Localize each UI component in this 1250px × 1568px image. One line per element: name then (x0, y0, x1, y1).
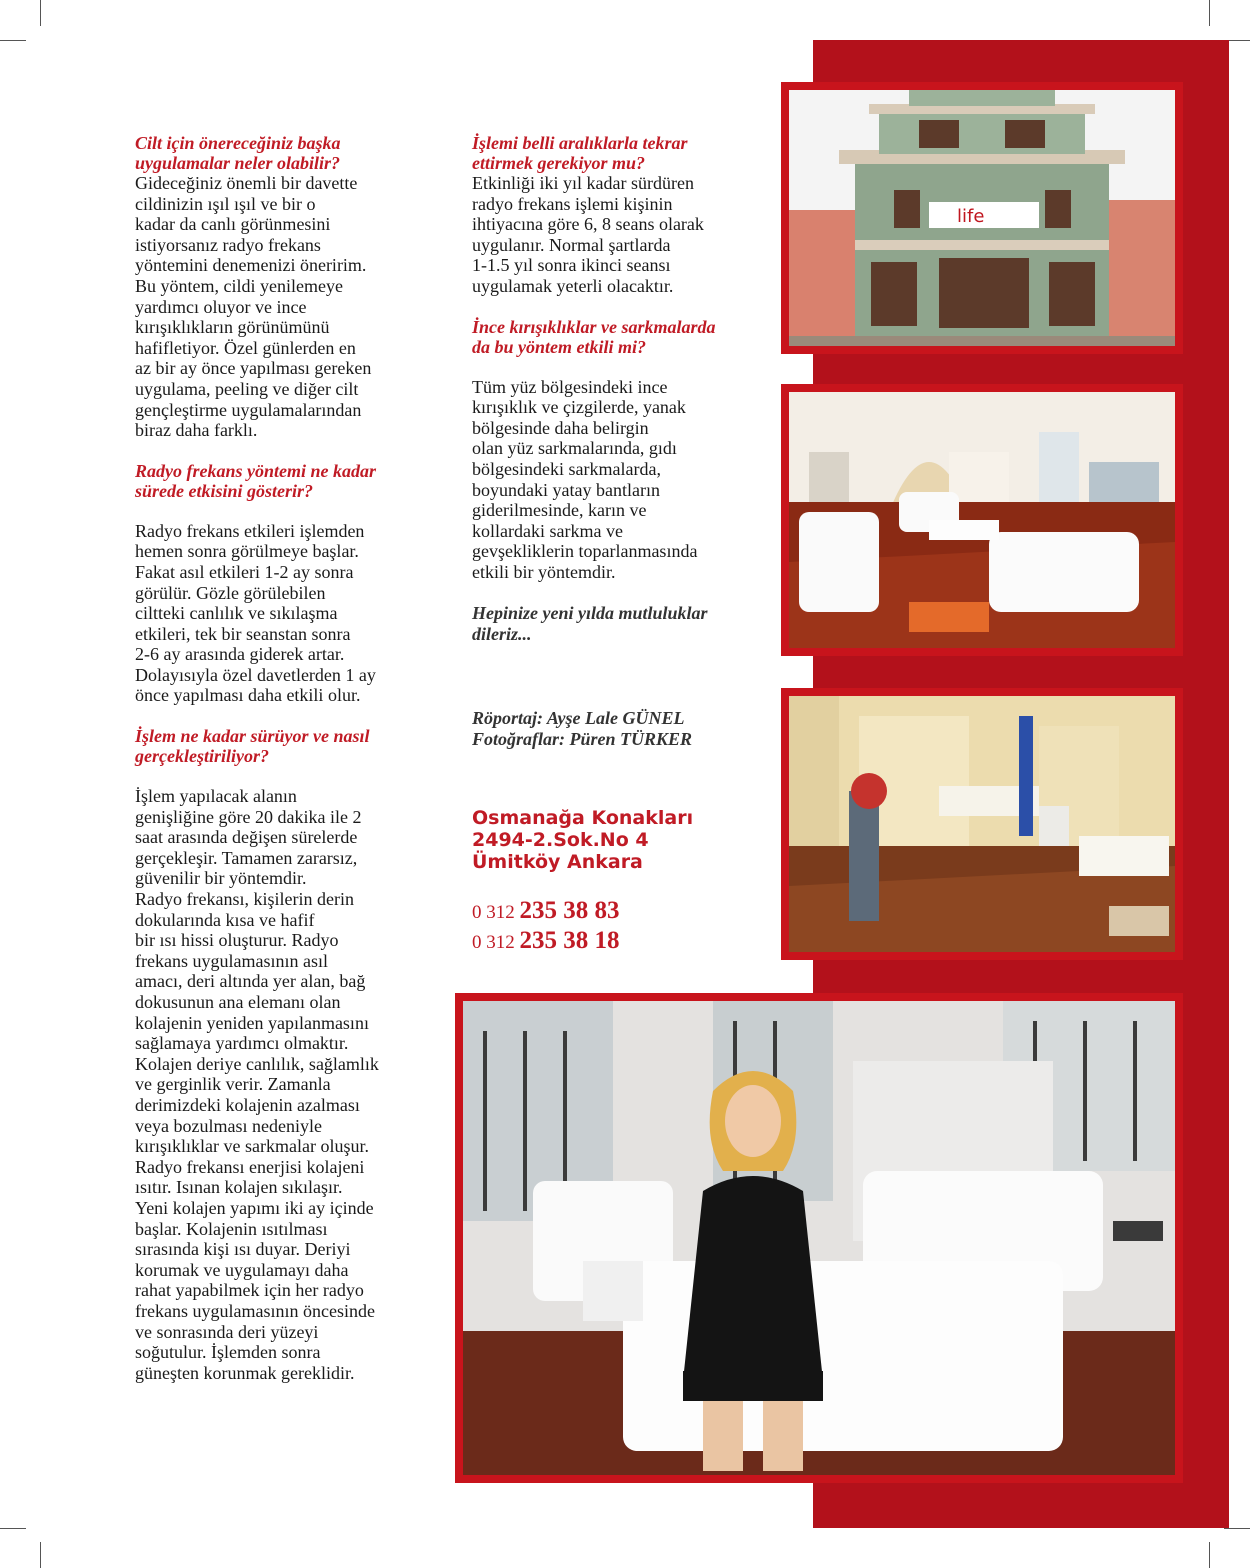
crop-mark (1209, 0, 1210, 26)
treatment-room-photo (781, 688, 1183, 960)
portrait-photo (455, 993, 1183, 1483)
crop-mark (0, 40, 26, 41)
answer-paragraph: Radyo frekans etkileri işlemden hemen sonra görülmeye başlar. Fakat asıl etkileri 1-2 ay sonra görülür. Gözle görülebilen ciltteki canlılık ve sıkılaşma etkileri, tek bir seanstan sonra 2-6 ay arasında giderek artar. Dolayısıyla özel davetlerden 1 ay önce yapılması daha etkili olur. (135, 520, 376, 706)
question-heading: İnce kırışıklıklar ve sarkmalarda da bu yöntem etkili mi? (472, 316, 716, 357)
credits (472, 708, 792, 750)
question-heading: İşlemi belli aralıklarla tekrar ettirmek gerekiyor mu? (472, 133, 688, 173)
crop-mark (40, 0, 41, 26)
address-block: Osmanağa Konakları 2494-2.Sok.No 4 Ümitköy Ankara (472, 807, 694, 873)
crop-mark (0, 1528, 26, 1529)
closing-wish: Hepinize yeni yılda mutluluklar dileriz... (472, 602, 708, 644)
interview-credit: Röportaj: Ayşe Lale GÜNEL (472, 708, 685, 728)
question-heading: İşlem ne kadar sürüyor ve nasıl gerçekleştiriliyor? (135, 726, 370, 767)
lobby-photo (781, 384, 1183, 656)
phone-number[interactable]: 0 312 235 38 83 (472, 897, 620, 924)
answer-paragraph: Gideceğiniz önemli bir davette cildinizin ışıl ışıl ve bir o kadar da canlı görünmesini istiyorsanız radyo frekans yöntemini denemenizi öneririm. Bu yöntem, cildi yenilemeye yardımcı oluyor ve ince kırışıklıkların görünümünü hafifletiyor. Özel günlerden en az bir ay önce yapılması gereken uygulama, peeling ve diğer cilt gençleştirme uygulamalarından biraz daha farklı. (135, 173, 372, 441)
question-heading: Cilt için önereceğiniz başka uygulamalar neler olabilir? (135, 133, 341, 173)
crop-mark (40, 1542, 41, 1568)
answer-paragraph: İşlem yapılacak alanın genişliğine göre 20 dakika ile 2 saat arasında değişen sürelerde gerçekleşir. Tamamen zararsız, güvenilir bir yöntemdir. Radyo frekansı, kişilerin derin dokularında kısa ve hafif bir ısı hissi oluşturur. Radyo frekans uygulamasının asıl amacı, deri altında yer alan, bağ dokusunun ana elemanı olan kolajenin yeniden yapılanmasını sağlamaya yardımcı olmaktır. Kolajen deriye canlılık, sağlamlık ve gerginlik verir. Zamanla derimizdeki kolajenin azalması veya bozulması nedeniyle kırışıklıklar ve sarkmalar oluşur. Radyo frekansı enerjisi kolajeni ısıtır. Isınan kolajen sıkılaşır. Yeni kolajen yapımı iki ay içinde başlar. Kolajenin ısıtılması sırasında kişi ısı duyar. Deriyi korumak ve uygulamayı daha rahat yapabilmek için her radyo frekans uygulamasının öncesinde ve sonrasında deri yüzeyi soğutulur. İşlemden sonra güneşten korunmak gereklidir. (135, 786, 379, 1383)
phone-number[interactable]: 0 312 235 38 18 (472, 927, 620, 954)
answer-paragraph: Etkinliği iki yıl kadar sürdüren radyo frekans işlemi kişinin ihtiyacına göre 6, 8 seans olarak uygulanır. Normal şartlarda 1-1.5 yıl sonra ikinci seansı uygulamak yeterli olacaktır. (472, 173, 704, 296)
middle-column (472, 133, 792, 645)
answer-paragraph: Tüm yüz bölgesindeki ince kırışıklık ve çizgilerde, yanak bölgesinde daha belirgin olan yüz sarkmalarında, gıdı bölgesindeki sarkmalarda, boyundaki yatay bantların giderilmesinde, karın ve kollardaki sarkma ve gevşekliklerin toparlanmasında etkili bir yöntemdir. (472, 376, 698, 582)
question-heading: Radyo frekans yöntemi ne kadar sürede etkisini gösterir? (135, 460, 376, 501)
crop-mark (1209, 1542, 1210, 1568)
phone-block (472, 897, 792, 957)
building-photo (781, 82, 1183, 354)
crop-mark (1224, 1528, 1250, 1529)
left-column (135, 133, 455, 1383)
photo-credit: Fotoğraflar: Püren TÜRKER (472, 729, 693, 749)
building-sign: life (957, 206, 985, 227)
